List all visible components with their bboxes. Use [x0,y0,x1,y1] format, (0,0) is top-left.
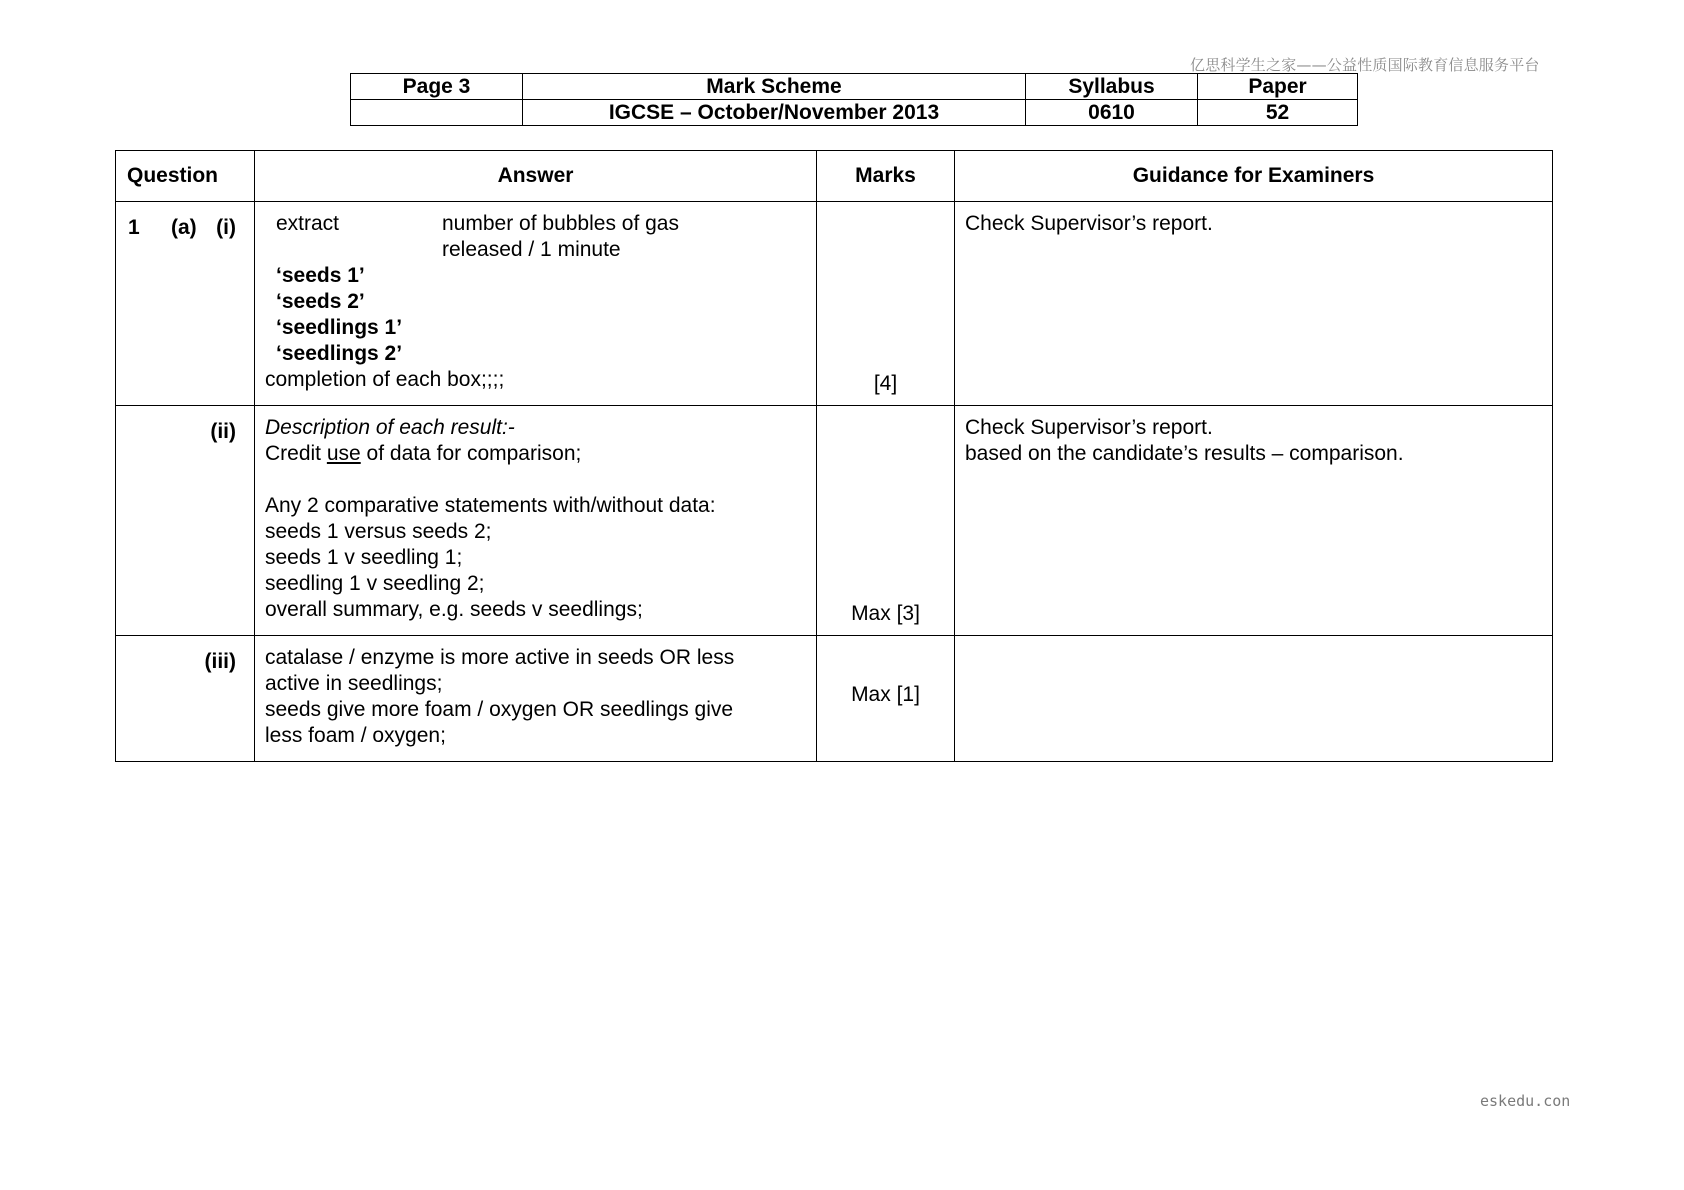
question-number: 1 [128,216,140,239]
answer-credit-line: Credit use of data for comparison; [265,442,582,465]
guidance-line: Check Supervisor’s report. [965,416,1213,439]
guidance-line: Check Supervisor’s report. [965,212,1213,235]
marks-cell: Max [1] [817,636,955,762]
column-header-marks: Marks [817,151,955,202]
document-title: Mark Scheme [523,74,1026,100]
answer-line: Any 2 comparative statements with/without data: [265,494,716,517]
watermark-top: 亿思科学生之家——公益性质国际教育信息服务平台 [1190,56,1540,74]
question-cell [116,202,255,406]
answer-line: seeds 1 v seedling 1; [265,546,463,569]
column-header-question: Question [116,151,255,202]
answer-cell [255,636,817,762]
column-header-guidance: Guidance for Examiners [955,151,1553,202]
table-row [116,406,1553,636]
column-header-answer: Answer [255,151,817,202]
answer-footer: completion of each box;;;; [265,368,505,391]
answer-col1-heading: extract [276,212,340,235]
guidance-cell [955,636,1553,762]
question-part: (a) [171,216,197,239]
list-item: ‘seedlings 1’ [276,316,403,339]
answer-intro: Description of each result:- [265,416,515,439]
list-item: ‘seeds 2’ [276,290,365,313]
question-cell [116,636,255,762]
guidance-cell [955,406,1553,636]
page-number: Page 3 [351,74,523,100]
paper-number: 52 [1198,100,1358,126]
question-subpart: (ii) [210,420,236,443]
question-subpart: (iii) [204,650,236,673]
paper-label: Paper [1198,74,1358,100]
marks-cell: [4] [817,202,955,406]
table-row [116,636,1553,762]
table-row [116,202,1553,406]
list-item: ‘seeds 1’ [276,264,365,287]
guidance-cell [955,202,1553,406]
answer-line: seedling 1 v seedling 2; [265,572,485,595]
answer-line: seeds give more foam / oxygen OR seedlings give [265,698,734,721]
answer-line: less foam / oxygen; [265,724,446,747]
empty-cell [351,100,523,126]
watermark-bottom: eskedu.con [1480,1092,1571,1110]
answer-cell [255,202,817,406]
answer-col2-heading: number of bubbles of gas [442,212,679,235]
question-cell [116,406,255,636]
mark-scheme-table [115,150,1553,762]
syllabus-code: 0610 [1026,100,1198,126]
syllabus-label: Syllabus [1026,74,1198,100]
answer-cell [255,406,817,636]
document-subtitle: IGCSE – October/November 2013 [523,100,1026,126]
answer-line: overall summary, e.g. seeds v seedlings; [265,598,643,621]
answer-table-header [265,211,806,263]
answer-line: catalase / enzyme is more active in seeds OR less [265,646,735,669]
question-subpart: (i) [216,216,236,239]
answer-col2-heading-cont: released / 1 minute [442,238,621,261]
answer-line: active in seedlings; [265,672,443,695]
header-table [350,73,1358,126]
table-header-row [116,151,1553,202]
guidance-line: based on the candidate’s results – comparison. [965,442,1404,465]
answer-line: seeds 1 versus seeds 2; [265,520,492,543]
marks-cell: Max [3] [817,406,955,636]
list-item: ‘seedlings 2’ [276,342,403,365]
